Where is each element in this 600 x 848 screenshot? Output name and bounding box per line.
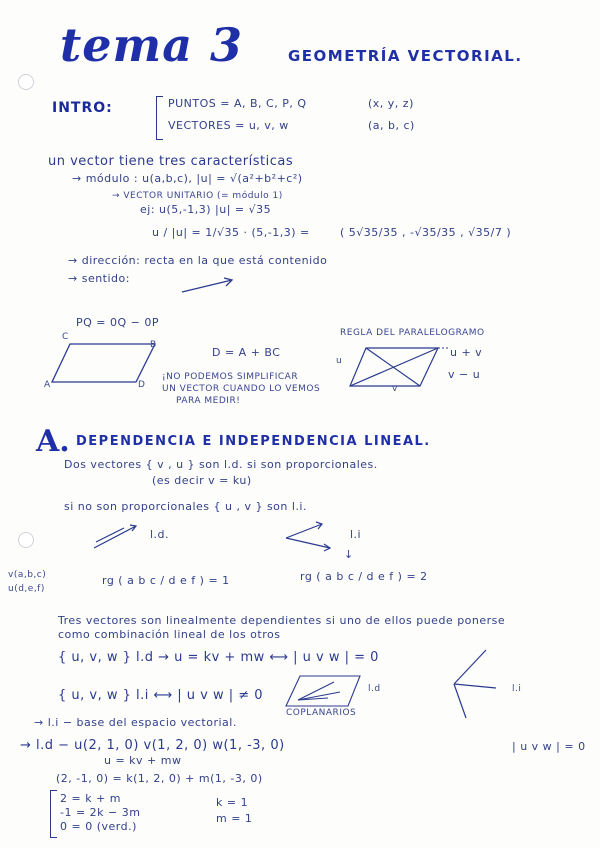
m-value: m = 1 bbox=[216, 812, 253, 825]
ld-definition: Dos vectores { v , u } son l.d. si son proporcionales. bbox=[64, 458, 378, 471]
parallelogram-rule: REGLA DEL PARALELOGRAMO bbox=[340, 328, 485, 338]
intro-label: INTRO: bbox=[52, 100, 113, 116]
note-line-2: UN VECTOR CUANDO LO VEMOS bbox=[162, 384, 321, 394]
page-title: tema 3 bbox=[60, 18, 244, 72]
d-equation: D = A + BC bbox=[212, 346, 281, 359]
intro-bracket bbox=[156, 96, 163, 140]
vector-v-coords: v(a,b,c) bbox=[8, 570, 47, 580]
li-three-definition: { u, v, w } l.i ⟷ | u v w | ≠ 0 bbox=[58, 688, 264, 703]
system-eq2: -1 = 2k − 3m bbox=[60, 806, 141, 819]
intro-points-coords: (x, y, z) bbox=[368, 97, 414, 110]
v-label: v bbox=[392, 384, 398, 394]
point-a-label: A bbox=[44, 380, 51, 390]
k-value: k = 1 bbox=[216, 796, 249, 809]
intro-vectors-coords: (a, b, c) bbox=[368, 119, 415, 132]
unit-calc-right: ( 5√35/35 , -√35/35 , √35/7 ) bbox=[340, 226, 512, 239]
three-vectors-line1: Tres vectores son linealmente dependientes si uno de ellos puede ponerse bbox=[58, 614, 506, 627]
sentido-arrow-icon bbox=[180, 276, 240, 296]
example-determinant: | u v w | = 0 bbox=[512, 740, 586, 753]
sum-label: u + v bbox=[450, 346, 483, 359]
coplanarios-label: COPLANARIOS bbox=[286, 708, 357, 718]
li-definition: si no son proporcionales { u , v } son l.i. bbox=[64, 500, 307, 513]
note-line-1: ¡NO PODEMOS SIMPLIFICAR bbox=[162, 372, 299, 382]
pq-formula: PQ = 0Q − 0P bbox=[76, 316, 159, 329]
binder-hole-top bbox=[18, 74, 34, 90]
example-equation: (2, -1, 0) = k(1, 2, 0) + m(1, -3, 0) bbox=[56, 772, 263, 785]
point-c-label: C bbox=[62, 332, 69, 342]
unitario-line: → VECTOR UNITARIO (= módulo 1) bbox=[112, 191, 283, 201]
modulo-line: → módulo : u(a,b,c), |u| = √(a²+b²+c²) bbox=[72, 172, 303, 185]
ld-sketch-label: l.d. bbox=[150, 528, 170, 541]
unit-calc-left: u / |u| = 1/√35 · (5,-1,3) = bbox=[152, 226, 310, 239]
ld-definition-detail: (es decir v = ku) bbox=[152, 474, 252, 487]
example-line: ej: u(5,-1,3) |u| = √35 bbox=[140, 203, 272, 216]
three-vectors-line2: como combinación lineal de los otros bbox=[58, 628, 281, 641]
rank-two: rg ( a b c / d e f ) = 2 bbox=[300, 570, 428, 583]
point-b-label: B bbox=[150, 340, 157, 350]
example-combination: u = kv + mw bbox=[104, 754, 182, 767]
example-vectors: → l.d − u(2, 1, 0) v(1, 2, 0) w(1, -3, 0) bbox=[20, 738, 285, 753]
direccion-line: → dirección: recta en la que está contenido bbox=[68, 254, 328, 267]
section-letter: A. bbox=[36, 424, 70, 459]
li-sketch-label: l.i bbox=[350, 528, 362, 541]
characteristics-heading: un vector tiene tres características bbox=[48, 154, 294, 169]
point-d-label: D bbox=[138, 380, 146, 390]
sentido-line: → sentido: bbox=[68, 272, 130, 285]
system-bracket bbox=[50, 790, 57, 838]
li-three-label: l.i bbox=[512, 684, 522, 694]
rank-one: rg ( a b c / d e f ) = 1 bbox=[102, 574, 230, 587]
u-label: u bbox=[336, 356, 343, 366]
li-vectors-sketch bbox=[282, 518, 342, 558]
note-line-3: PARA MEDIR! bbox=[176, 396, 241, 406]
coplanar-sketch bbox=[284, 672, 364, 710]
ld-vectors-sketch bbox=[92, 518, 142, 552]
intro-points: PUNTOS = A, B, C, P, Q bbox=[168, 97, 307, 110]
down-arrow-icon: ↓ bbox=[344, 548, 354, 561]
vector-u-coords: u(d,e,f) bbox=[8, 584, 45, 594]
three-vectors-sketch bbox=[446, 644, 506, 724]
intro-vectors: VECTORES = u, v, w bbox=[168, 119, 289, 132]
page-subtitle: GEOMETRÍA VECTORIAL. bbox=[288, 47, 523, 65]
binder-hole-middle bbox=[18, 532, 34, 548]
ld-coplanar-label: l.d bbox=[368, 684, 381, 694]
base-line: → l.i − base del espacio vectorial. bbox=[34, 716, 237, 729]
system-eq1: 2 = k + m bbox=[60, 792, 122, 805]
system-eq3: 0 = 0 (verd.) bbox=[60, 820, 137, 833]
section-title: DEPENDENCIA E INDEPENDENCIA LINEAL. bbox=[76, 434, 431, 449]
diff-label: v − u bbox=[448, 368, 481, 381]
ld-three-definition: { u, v, w } l.d → u = kv + mw ⟷ | u v w | = 0 bbox=[58, 650, 379, 665]
